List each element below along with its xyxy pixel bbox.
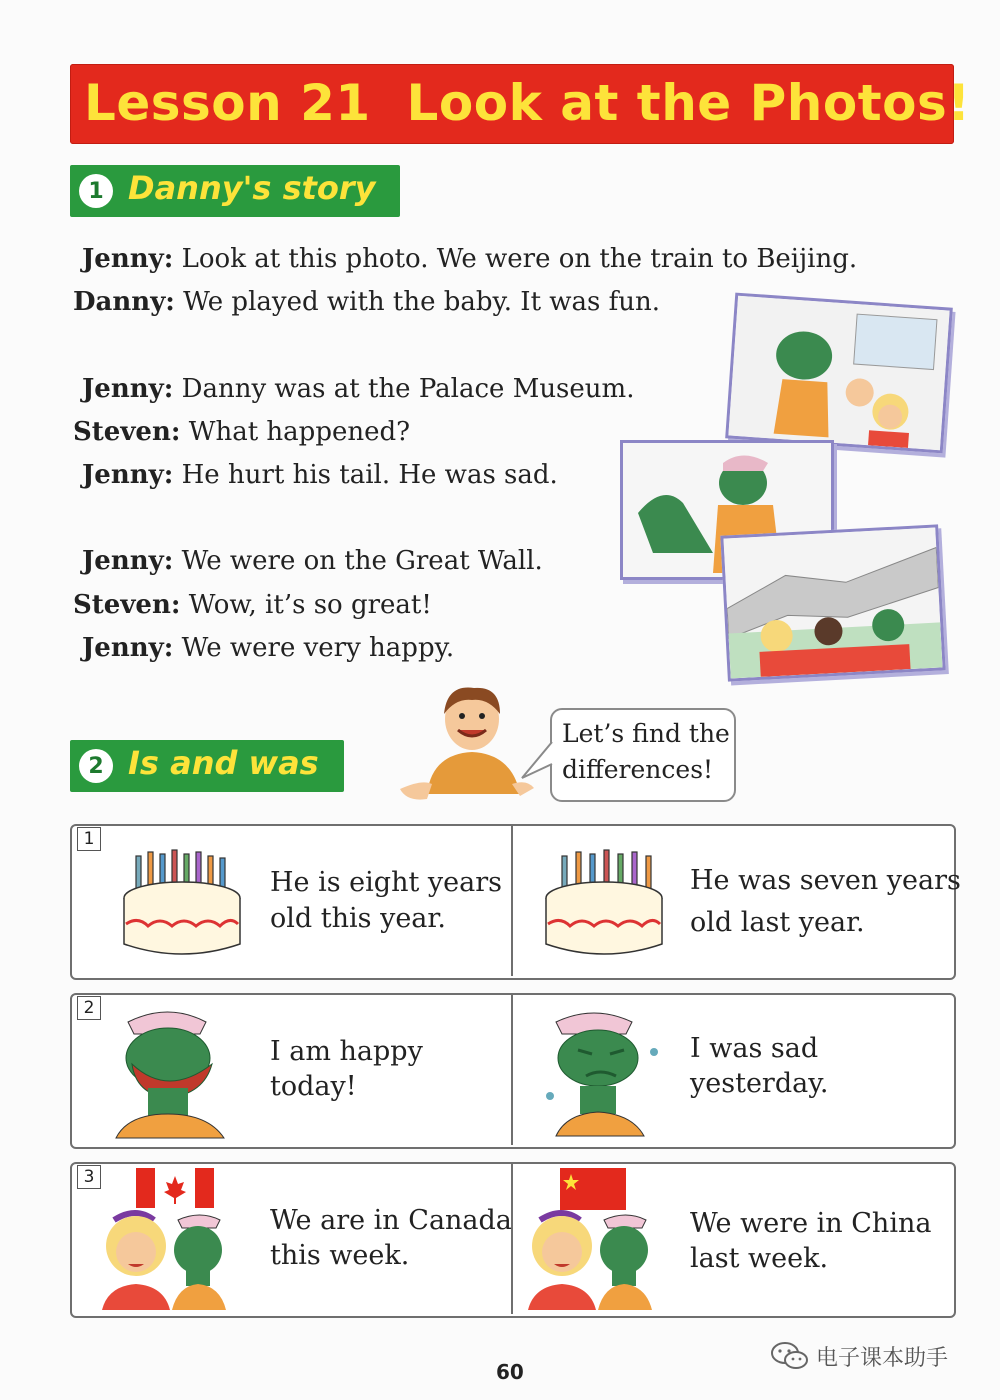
- photo-train: [725, 293, 953, 454]
- row-1-left-line-2: old this year.: [270, 903, 446, 934]
- lesson-title: Lesson 21 Look at the Photos!: [84, 74, 971, 132]
- line-text: Wow, it’s so great!: [188, 590, 432, 620]
- dinosaur-sad-icon: [536, 1004, 666, 1138]
- line-text: What happened?: [188, 417, 411, 447]
- row-1-right-line-1: He was seven years: [690, 865, 961, 896]
- section-1-title: Danny's story: [128, 169, 376, 207]
- line-text: We were very happy.: [181, 633, 455, 663]
- row-3-left-line-2: this week.: [270, 1240, 410, 1271]
- bubble-text-line-1: Let’s find the: [562, 719, 730, 748]
- row-3-left-line-1: We are in Canada: [270, 1205, 512, 1236]
- jenny-and-danny-illustration: [96, 1206, 236, 1310]
- line-text: Danny was at the Palace Museum.: [181, 374, 635, 404]
- dialogue-line: [82, 244, 857, 274]
- row-divider: [511, 826, 513, 976]
- row-number: 2: [77, 996, 101, 1020]
- row-3-right-line-1: We were in China: [690, 1208, 932, 1239]
- wechat-icon: [770, 1340, 810, 1372]
- dialogue-line: [82, 374, 634, 404]
- section-2-number: 2: [79, 749, 113, 783]
- speaker: Steven:: [73, 417, 181, 447]
- speaker: Jenny:: [82, 460, 174, 490]
- dialogue-line: [82, 546, 543, 576]
- speaker: Jenny:: [82, 633, 174, 663]
- dialogue-line: [73, 417, 410, 447]
- photo-great-wall: [720, 524, 945, 681]
- row-1-left-line-1: He is eight years: [270, 867, 502, 898]
- jenny-and-danny-illustration: [522, 1206, 662, 1310]
- speech-bubble-tail: [520, 740, 554, 780]
- row-2-right-line-1: I was sad: [690, 1033, 819, 1064]
- row-3-right-line-2: last week.: [690, 1243, 829, 1274]
- speaker: Danny:: [73, 287, 175, 317]
- speaker: Steven:: [73, 590, 181, 620]
- line-text: We played with the baby. It was fun.: [183, 287, 661, 317]
- dialogue-line: [73, 287, 660, 317]
- line-text: Look at this photo. We were on the train to Beijing.: [181, 244, 858, 274]
- line-text: We were on the Great Wall.: [181, 546, 543, 576]
- train-photo-illustration: [728, 296, 949, 450]
- speaker: Jenny:: [82, 546, 174, 576]
- birthday-cake-icon: [540, 840, 668, 964]
- section-1-number: 1: [79, 174, 113, 208]
- row-number: 1: [77, 827, 101, 851]
- watermark-text: 电子课本助手: [816, 1346, 949, 1371]
- row-number: 3: [77, 1165, 101, 1189]
- dialogue-line: [82, 633, 454, 663]
- china-flag-icon: [560, 1168, 626, 1210]
- dinosaur-happy-icon: [108, 1002, 238, 1140]
- row-divider: [511, 995, 513, 1145]
- bubble-text-line-2: differences!: [562, 755, 714, 784]
- canada-flag-icon: [136, 1168, 214, 1208]
- row-1-right-line-2: old last year.: [690, 907, 865, 938]
- speaker: Jenny:: [82, 374, 174, 404]
- dialogue-line: [82, 460, 558, 490]
- section-2-title: Is and was: [128, 744, 319, 782]
- birthday-cake-icon: [118, 840, 246, 964]
- line-text: He hurt his tail. He was sad.: [181, 460, 558, 490]
- speaker: Jenny:: [82, 244, 174, 274]
- page-number: 60: [496, 1360, 524, 1384]
- row-2-right-line-2: yesterday.: [690, 1068, 829, 1099]
- row-2-left-line-1: I am happy: [270, 1036, 423, 1067]
- dialogue-line: [73, 590, 432, 620]
- great-wall-photo-illustration: [723, 528, 942, 679]
- row-2-left-line-2: today!: [270, 1071, 357, 1102]
